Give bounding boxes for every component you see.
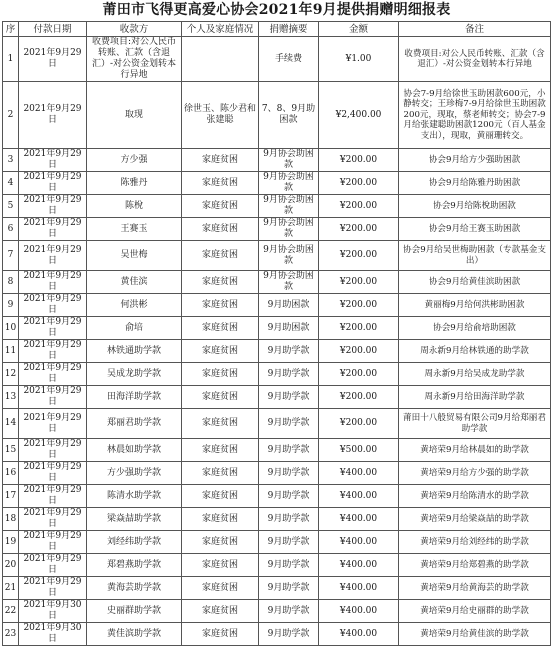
cell-summary: 9月协会助困款: [259, 218, 319, 241]
cell-summary: 9月助学款: [259, 531, 319, 554]
donation-table: [2, 21, 551, 646]
cell-summary: 9月助学款: [259, 462, 319, 485]
cell-no: 13: [3, 386, 19, 409]
cell-amount: ¥200.00: [319, 294, 399, 317]
cell-date: 2021年9月29日: [19, 82, 87, 149]
table-row: [3, 294, 551, 317]
cell-date: 2021年9月29日: [19, 439, 87, 462]
cell-no: 20: [3, 554, 19, 577]
table-row: [3, 172, 551, 195]
cell-note: 周永新9月给田海洋助学款: [399, 386, 551, 409]
cell-name: 何洪彬: [87, 294, 182, 317]
cell-amount: ¥200.00: [319, 363, 399, 386]
cell-date: 2021年9月29日: [19, 271, 87, 294]
cell-amount: ¥400.00: [319, 485, 399, 508]
cell-situation: 家庭贫困: [182, 218, 259, 241]
cell-name: 俞培: [87, 317, 182, 340]
table-row: [3, 271, 551, 294]
cell-note: 收费项目:对公人民币转账、汇款（含退汇）-对公资金划转本行异地: [399, 37, 551, 82]
cell-no: 10: [3, 317, 19, 340]
cell-situation: 家庭贫困: [182, 241, 259, 271]
cell-situation: 家庭贫困: [182, 409, 259, 439]
cell-situation: 家庭贫困: [182, 195, 259, 218]
cell-amount: ¥200.00: [319, 172, 399, 195]
cell-note: 协会9月给俞培助困款: [399, 317, 551, 340]
cell-note: 周永新9月给吴成龙助学款: [399, 363, 551, 386]
cell-summary: 9月助学款: [259, 340, 319, 363]
cell-situation: 家庭贫困: [182, 271, 259, 294]
cell-situation: 家庭贫困: [182, 172, 259, 195]
cell-situation: 家庭贫困: [182, 340, 259, 363]
cell-note: 协会9月给黄佳滨助困款: [399, 271, 551, 294]
cell-situation: 家庭贫困: [182, 462, 259, 485]
cell-name: 郑碧燕助学款: [87, 554, 182, 577]
cell-date: 2021年9月29日: [19, 508, 87, 531]
cell-amount: ¥400.00: [319, 577, 399, 600]
cell-note: 黄培荣9月给方少强的助学款: [399, 462, 551, 485]
cell-date: 2021年9月29日: [19, 149, 87, 172]
table-row: [3, 195, 551, 218]
cell-name: 黄佳滨: [87, 271, 182, 294]
cell-summary: 9月助学款: [259, 577, 319, 600]
cell-amount: ¥400.00: [319, 531, 399, 554]
cell-summary: 9月协会助困款: [259, 172, 319, 195]
cell-amount: ¥200.00: [319, 271, 399, 294]
cell-name: 黄海芸助学款: [87, 577, 182, 600]
header-situation: 个人及家庭情况: [182, 22, 259, 37]
cell-amount: ¥400.00: [319, 623, 399, 646]
cell-date: 2021年9月29日: [19, 340, 87, 363]
header-no: 序: [3, 22, 19, 37]
cell-summary: 9月助困款: [259, 294, 319, 317]
report-title: 莆田市飞得更高爱心协会2021年9月提供捐赠明细报表: [102, 2, 451, 18]
cell-no: 17: [3, 485, 19, 508]
cell-no: 21: [3, 577, 19, 600]
cell-amount: ¥200.00: [319, 409, 399, 439]
cell-situation: 家庭贫困: [182, 577, 259, 600]
cell-no: 23: [3, 623, 19, 646]
cell-note: 协会9月给陈雅丹助困款: [399, 172, 551, 195]
cell-name: 收费项目:对公人民币转账、汇款（含退汇）-对公资金划转本行异地: [87, 37, 182, 82]
cell-no: 8: [3, 271, 19, 294]
header-amount: 金额: [319, 22, 399, 37]
cell-summary: 9月协会助困款: [259, 271, 319, 294]
cell-note: 协会7-9月给徐世玉助困款600元，小静转交；王珍梅7-9月给徐世玉助困款200元，现取，蔡老师转交；协会7-9月给张建聪助困款1200元（百人基金支出），现取，黄丽珊转交。: [399, 82, 551, 149]
cell-name: 取现: [87, 82, 182, 149]
header-summary: 捐赠摘要: [259, 22, 319, 37]
cell-name: 刘经纬助学款: [87, 531, 182, 554]
cell-date: 2021年9月29日: [19, 37, 87, 82]
cell-name: 田海洋助学款: [87, 386, 182, 409]
cell-name: 郑丽君助学款: [87, 409, 182, 439]
table-row: [3, 439, 551, 462]
cell-no: 11: [3, 340, 19, 363]
table-row: [3, 554, 551, 577]
cell-no: 4: [3, 172, 19, 195]
cell-no: 15: [3, 439, 19, 462]
cell-no: 19: [3, 531, 19, 554]
cell-date: 2021年9月29日: [19, 317, 87, 340]
cell-amount: ¥200.00: [319, 149, 399, 172]
cell-name: 陈清水助学款: [87, 485, 182, 508]
cell-amount: ¥200.00: [319, 340, 399, 363]
cell-date: 2021年9月29日: [19, 363, 87, 386]
cell-date: 2021年9月30日: [19, 600, 87, 623]
cell-amount: ¥400.00: [319, 554, 399, 577]
cell-date: 2021年9月29日: [19, 386, 87, 409]
cell-date: 2021年9月29日: [19, 485, 87, 508]
cell-situation: 家庭贫困: [182, 485, 259, 508]
cell-name: 林铁通助学款: [87, 340, 182, 363]
cell-summary: 9月助学款: [259, 409, 319, 439]
cell-date: 2021年9月29日: [19, 409, 87, 439]
table-row: [3, 149, 551, 172]
cell-date: 2021年9月30日: [19, 623, 87, 646]
table-row: [3, 600, 551, 623]
cell-summary: 9月助学款: [259, 439, 319, 462]
cell-amount: ¥200.00: [319, 195, 399, 218]
cell-name: 陈雅丹: [87, 172, 182, 195]
table-row: [3, 340, 551, 363]
cell-no: 16: [3, 462, 19, 485]
table-row: [3, 82, 551, 149]
cell-no: 12: [3, 363, 19, 386]
cell-name: 方少强助学款: [87, 462, 182, 485]
cell-name: 吴成龙助学款: [87, 363, 182, 386]
cell-note: 黄培荣9月给林晨如的助学款: [399, 439, 551, 462]
cell-situation: 家庭贫困: [182, 531, 259, 554]
cell-situation: 家庭贫困: [182, 508, 259, 531]
cell-date: 2021年9月29日: [19, 218, 87, 241]
cell-note: 协会9月给方少强助困款: [399, 149, 551, 172]
cell-name: 黄佳滨助学款: [87, 623, 182, 646]
cell-situation: 家庭贫困: [182, 623, 259, 646]
table-row: [3, 37, 551, 82]
cell-amount: ¥1.00: [319, 37, 399, 82]
cell-summary: 手续费: [259, 37, 319, 82]
cell-note: 黄培荣9月给郑碧燕的助学款: [399, 554, 551, 577]
cell-name: 方少强: [87, 149, 182, 172]
cell-note: 周永新9月给林铁通的助学款: [399, 340, 551, 363]
cell-situation: 家庭贫困: [182, 554, 259, 577]
cell-summary: 9月助学款: [259, 363, 319, 386]
table-row: [3, 218, 551, 241]
cell-date: 2021年9月29日: [19, 577, 87, 600]
cell-summary: 9月助困款: [259, 317, 319, 340]
cell-summary: 9月助学款: [259, 623, 319, 646]
header-date: 付款日期: [19, 22, 87, 37]
cell-summary: 9月助学款: [259, 508, 319, 531]
table-row: [3, 577, 551, 600]
cell-note: 黄丽梅9月给何洪彬助困款: [399, 294, 551, 317]
table-row: [3, 363, 551, 386]
header-note: 备注: [399, 22, 551, 37]
cell-note: 协会9月给吴世梅助困款（专款基金支出）: [399, 241, 551, 271]
cell-situation: 家庭贫困: [182, 149, 259, 172]
cell-note: 协会9月给陈梲助困款: [399, 195, 551, 218]
table-row: [3, 508, 551, 531]
cell-name: 吴世梅: [87, 241, 182, 271]
cell-situation: 家庭贫困: [182, 363, 259, 386]
cell-amount: ¥200.00: [319, 317, 399, 340]
cell-summary: 9月助学款: [259, 600, 319, 623]
cell-summary: 9月助学款: [259, 386, 319, 409]
cell-name: 史丽群助学款: [87, 600, 182, 623]
cell-name: 梁焱喆助学款: [87, 508, 182, 531]
table-header-row: [3, 22, 551, 37]
cell-summary: 9月助学款: [259, 554, 319, 577]
cell-no: 2: [3, 82, 19, 149]
cell-no: 18: [3, 508, 19, 531]
cell-name: 林晨如助学款: [87, 439, 182, 462]
table-row: [3, 386, 551, 409]
cell-amount: ¥400.00: [319, 462, 399, 485]
cell-amount: ¥500.00: [319, 439, 399, 462]
cell-amount: ¥2,400.00: [319, 82, 399, 149]
table-row: [3, 462, 551, 485]
cell-situation: 徐世玉、陈少君和张建聪: [182, 82, 259, 149]
cell-no: 3: [3, 149, 19, 172]
cell-situation: 家庭贫困: [182, 386, 259, 409]
cell-summary: 9月协会助困款: [259, 149, 319, 172]
cell-name: 陈梲: [87, 195, 182, 218]
header-name: 收款方: [87, 22, 182, 37]
cell-no: 9: [3, 294, 19, 317]
cell-situation: 家庭贫困: [182, 600, 259, 623]
cell-no: 6: [3, 218, 19, 241]
table-row: [3, 409, 551, 439]
cell-date: 2021年9月29日: [19, 195, 87, 218]
cell-situation: [182, 37, 259, 82]
cell-note: 黄培荣9月给陈清水的助学款: [399, 485, 551, 508]
cell-date: 2021年9月29日: [19, 462, 87, 485]
cell-no: 7: [3, 241, 19, 271]
table-row: [3, 623, 551, 646]
cell-date: 2021年9月29日: [19, 172, 87, 195]
cell-no: 22: [3, 600, 19, 623]
cell-amount: ¥400.00: [319, 600, 399, 623]
cell-summary: 7、8、9月助困款: [259, 82, 319, 149]
cell-note: 黄培荣9月给刘经纬的助学款: [399, 531, 551, 554]
cell-name: 王赛玉: [87, 218, 182, 241]
cell-situation: 家庭贫困: [182, 317, 259, 340]
cell-no: 14: [3, 409, 19, 439]
cell-no: 5: [3, 195, 19, 218]
table-row: [3, 485, 551, 508]
cell-date: 2021年9月29日: [19, 554, 87, 577]
cell-summary: 9月协会助困款: [259, 195, 319, 218]
cell-amount: ¥200.00: [319, 218, 399, 241]
table-row: [3, 531, 551, 554]
cell-amount: ¥200.00: [319, 241, 399, 271]
cell-note: 协会9月给王赛玉助困款: [399, 218, 551, 241]
cell-summary: 9月协会助困款: [259, 241, 319, 271]
cell-note: 莆田十八般贸易有限公司9月给郑丽君助学款: [399, 409, 551, 439]
table-row: [3, 241, 551, 271]
cell-note: 黄培荣9月给史丽群的助学款: [399, 600, 551, 623]
table-row: [3, 317, 551, 340]
cell-no: 1: [3, 37, 19, 82]
cell-summary: 9月助学款: [259, 485, 319, 508]
cell-date: 2021年9月29日: [19, 294, 87, 317]
cell-note: 黄培荣9月给黄海芸的助学款: [399, 577, 551, 600]
cell-situation: 家庭贫困: [182, 294, 259, 317]
cell-date: 2021年9月29日: [19, 531, 87, 554]
cell-note: 黄培荣9月给梁焱喆的助学款: [399, 508, 551, 531]
cell-amount: ¥200.00: [319, 386, 399, 409]
cell-date: 2021年9月29日: [19, 241, 87, 271]
cell-situation: 家庭贫困: [182, 439, 259, 462]
cell-note: 黄培荣9月给黄佳滨的助学款: [399, 623, 551, 646]
cell-amount: ¥400.00: [319, 508, 399, 531]
